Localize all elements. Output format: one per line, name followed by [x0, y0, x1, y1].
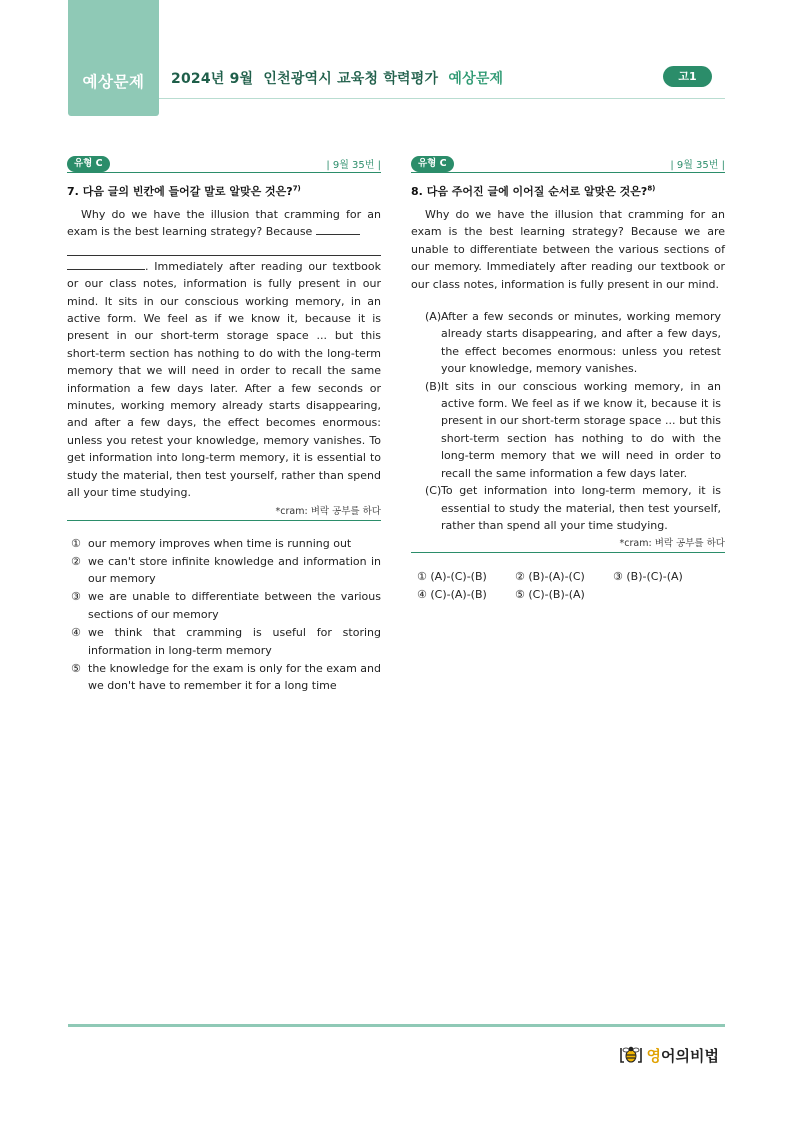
type-badge: 유형 C: [411, 156, 454, 172]
choice-1[interactable]: [67, 535, 381, 553]
choice-text: (B)-(A)-(C): [528, 570, 585, 584]
choice-5[interactable]: [67, 660, 381, 695]
brand-name-part1: 영: [646, 1046, 662, 1065]
brand-logo: [619, 1044, 719, 1066]
header-divider: [159, 98, 725, 99]
item-label: (B): [425, 379, 442, 393]
item-c: [411, 482, 725, 534]
question-text: 다음 주어진 글에 이어질 순서로 알맞은 것은?: [426, 185, 648, 198]
title-suffix: 예상문제: [448, 71, 504, 87]
item-a: [411, 308, 725, 378]
choice-1[interactable]: [417, 568, 515, 586]
choice-number: ②: [515, 570, 525, 584]
bee-icon: [619, 1044, 643, 1066]
answer-choices: [67, 535, 381, 695]
choice-5[interactable]: [515, 586, 613, 604]
choice-text: (B)-(C)-(A): [626, 570, 683, 584]
choice-text: the knowledge for the exam is only for the exam and we don't have to remember it for a long time: [88, 661, 381, 693]
vocab-note: *cram: 벼락 공부를 하다: [411, 535, 725, 553]
grade-badge: 고1: [663, 66, 712, 87]
page-title: [171, 68, 503, 88]
choice-text: (C)-(B)-(A): [528, 587, 585, 601]
choice-4[interactable]: [417, 586, 515, 604]
type-badge: 유형 C: [67, 156, 110, 172]
choice-text: we are unable to differentiate between the various sections of our memory: [88, 590, 381, 621]
choice-text: (C)-(A)-(B): [430, 587, 487, 601]
choice-number: ①: [417, 570, 427, 584]
header-tab-label: 예상문제: [82, 73, 145, 91]
question-title: [411, 183, 725, 199]
brand-name: [647, 1045, 719, 1066]
choice-text: we think that cramming is useful for storing information in long-term memory: [88, 625, 381, 657]
choice-4[interactable]: [67, 624, 381, 659]
choice-number: ①: [71, 536, 81, 550]
item-label: (A): [425, 310, 442, 324]
choice-number: ②: [71, 554, 81, 568]
passage: [67, 206, 381, 502]
footnote-mark: 7): [292, 184, 301, 193]
answer-blank-end: [67, 259, 145, 270]
choice-number: ③: [613, 570, 623, 584]
given-passage: [411, 206, 725, 293]
choice-row: [411, 586, 725, 604]
item-b: [411, 378, 725, 482]
choice-text: (A)-(C)-(B): [430, 570, 487, 584]
answer-blank: [316, 224, 360, 235]
choice-row: [411, 568, 725, 586]
passage-start: Why do we have the illusion that cramming for an exam is the best learning strategy? Because: [67, 208, 381, 239]
footer-divider: [68, 1024, 725, 1027]
question-8: [411, 155, 725, 604]
source-ref: | 9월 35번 |: [670, 160, 725, 171]
question-title: [67, 183, 381, 199]
passage-rest: . Immediately after reading our textbook or our class notes, information is fully present in our mind. It sits in our conscious working memory, in an active form. We feel as if we know it, because it is present in our short-term storage space ... but this short-term section has nothing to do with the long-term memory that we will need in order to recall the same information a few days later. After a few seconds or minutes, working memory already starts disappearing, and after a few days, the effect becomes enormous: unless you retest your knowledge, memory vanishes. To get information into long-term memory, it is essential to study the material, then test yourself, rather than spend all your time studying.: [67, 259, 381, 500]
choice-text: our memory improves when time is running out: [88, 536, 352, 550]
choice-3[interactable]: [613, 568, 711, 586]
question-7: [67, 155, 381, 695]
footnote-mark: 8): [647, 184, 656, 193]
passage-text: Why do we have the illusion that cramming for an exam is the best learning strategy? Because we are unable to differentiate between the various sections of our memory. Immediately after reading our textbook or our class notes, information is fully present in our mind.: [411, 208, 725, 291]
choice-number: ⑤: [515, 587, 525, 601]
item-text: After a few seconds or minutes, working memory already starts disappearing, and after a few days, the effect becomes enormous: unless you retest your knowledge, memory vanishes.: [441, 310, 721, 376]
question-text: 다음 글의 빈칸에 들어갈 말로 알맞은 것은?: [82, 185, 293, 198]
type-row: [67, 155, 381, 173]
choice-number: ⑤: [71, 661, 81, 675]
choice-2[interactable]: [67, 553, 381, 588]
answer-blank-line: [67, 241, 381, 256]
item-text: It sits in our conscious working memory, in an active form. We feel as if we know it, because it is present in our short-term storage space ... but this short-term section has nothing to do with the long-term memory that we will need in order to recall the same information a few days later.: [441, 379, 721, 480]
item-text: To get information into long-term memory, it is essential to study the material, then test yourself, rather than spend all your time studying.: [441, 484, 721, 532]
title-main: 인천광역시 교육청 학력평가: [263, 71, 439, 87]
ordering-items: [411, 308, 725, 534]
type-row: [411, 155, 725, 173]
choice-number: ④: [417, 587, 427, 601]
answer-choices: [411, 568, 725, 603]
choice-number: ④: [71, 625, 81, 639]
choice-number: ③: [71, 590, 81, 604]
question-number: 8.: [411, 185, 423, 198]
item-label: (C): [425, 484, 442, 498]
choice-2[interactable]: [515, 568, 613, 586]
vocab-note: *cram: 벼락 공부를 하다: [67, 503, 381, 521]
title-prefix: 2024년 9월: [171, 71, 254, 87]
source-ref: | 9월 35번 |: [326, 160, 381, 171]
choice-text: we can't store infinite knowledge and information in our memory: [88, 554, 381, 586]
brand-name-part2: 어의비법: [661, 1046, 719, 1065]
question-number: 7.: [67, 185, 79, 198]
choice-3[interactable]: [67, 588, 381, 623]
header-tab: [68, 0, 159, 116]
